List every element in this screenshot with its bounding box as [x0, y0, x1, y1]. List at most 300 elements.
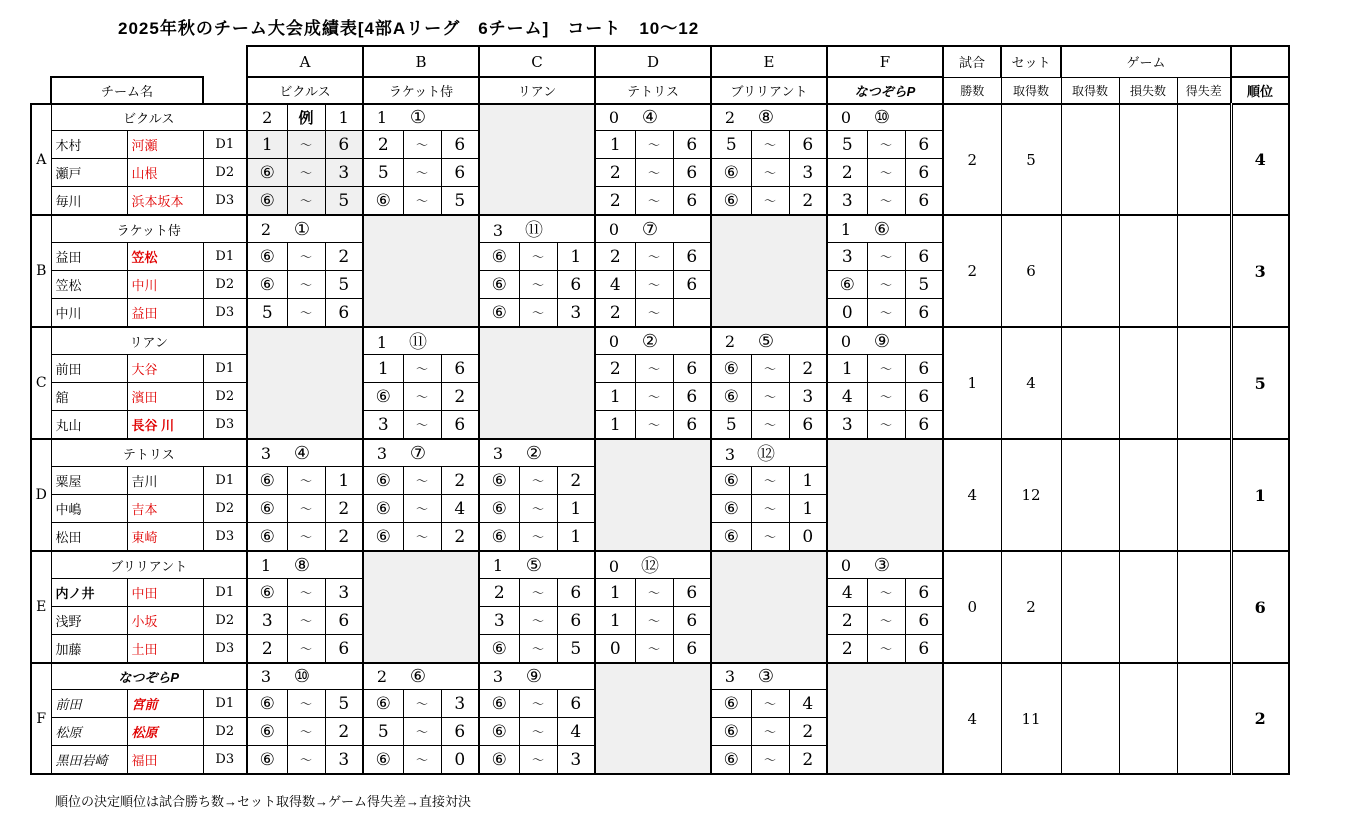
- score-sep: 〜: [519, 579, 557, 607]
- example-header-right: 1: [325, 104, 363, 131]
- score-left: 4: [827, 383, 867, 411]
- score-sep: 〜: [867, 579, 905, 607]
- score-sep: 〜: [751, 131, 789, 159]
- score-sep: 〜: [635, 607, 673, 635]
- match-sets: 2: [724, 331, 736, 351]
- score-sep: 〜: [751, 495, 789, 523]
- match-number: ⑫: [757, 444, 775, 465]
- score-left: 1: [363, 355, 403, 383]
- score-sep: 〜: [751, 355, 789, 383]
- header-spacer: [203, 77, 247, 104]
- score-left: 4: [827, 579, 867, 607]
- score-right: 6: [905, 383, 943, 411]
- score-right: 2: [441, 523, 479, 552]
- match-number: ⑦: [641, 218, 659, 240]
- player2: 福田: [127, 746, 203, 775]
- score-right: 3: [557, 299, 595, 328]
- score-right: 2: [325, 523, 363, 552]
- match-header: [247, 663, 363, 690]
- score-sep: 〜: [519, 635, 557, 664]
- score-right: 6: [325, 635, 363, 664]
- score-left: 1: [595, 131, 635, 159]
- player2: 河瀬: [127, 131, 203, 159]
- rank-cell: 2: [1231, 663, 1289, 774]
- example-header-left: 2: [247, 104, 287, 131]
- rank-cell: 5: [1231, 327, 1289, 439]
- score-sep: 〜: [519, 690, 557, 718]
- game-diff-cell: [1177, 327, 1231, 439]
- label-matches: 試合: [943, 46, 1001, 77]
- score-sep: 〜: [287, 746, 325, 775]
- pair-label: D2: [203, 607, 247, 635]
- player1: 舘: [51, 383, 127, 411]
- score-sep: 〜: [867, 635, 905, 664]
- match-sets: 0: [608, 108, 620, 127]
- row-letter: A: [31, 104, 51, 215]
- score-sep: 〜: [867, 131, 905, 159]
- pair-label: D1: [203, 243, 247, 271]
- score-sep: 〜: [287, 607, 325, 635]
- score-right: 3: [325, 746, 363, 775]
- match-number: ①: [409, 107, 427, 128]
- col-letter-e: E: [711, 46, 827, 77]
- score-left: ⑥: [479, 523, 519, 552]
- gray-block: [363, 551, 479, 663]
- game-won-cell: [1061, 327, 1119, 439]
- results-table: [30, 45, 1290, 775]
- match-number: ⑩: [293, 666, 311, 687]
- score-sep: 〜: [403, 187, 441, 216]
- score-right: 6: [673, 131, 711, 159]
- score-sep: 〜: [519, 271, 557, 299]
- match-sets: 3: [492, 221, 504, 240]
- match-sets: 1: [260, 555, 272, 575]
- pair-label: D3: [203, 746, 247, 775]
- score-left: ⑥: [247, 690, 287, 718]
- player1: 松田: [51, 523, 127, 552]
- label-games: ゲーム: [1061, 46, 1231, 77]
- score-right: 6: [441, 411, 479, 440]
- score-sep: 〜: [519, 495, 557, 523]
- game-lost-cell: [1119, 551, 1177, 663]
- score-sep: 〜: [287, 718, 325, 746]
- player2: 山根: [127, 159, 203, 187]
- score-sep: 〜: [867, 271, 905, 299]
- score-sep: 〜: [751, 187, 789, 216]
- pair-label: D2: [203, 271, 247, 299]
- score-right: 6: [673, 607, 711, 635]
- score-sep: 〜: [635, 243, 673, 271]
- score-sep: 〜: [751, 159, 789, 187]
- gray-block: [595, 663, 711, 774]
- score-right: 6: [673, 159, 711, 187]
- match-number: ⑪: [409, 332, 427, 353]
- score-sep: 〜: [403, 355, 441, 383]
- sets-cell: 11: [1001, 663, 1061, 774]
- score-right: 5: [325, 690, 363, 718]
- player1: 松原: [51, 718, 127, 746]
- match-sets: 3: [492, 443, 504, 463]
- col-team-c: リアン: [479, 77, 595, 104]
- score-sep: 〜: [635, 579, 673, 607]
- score-left: ⑥: [363, 187, 403, 216]
- match-sets: 3: [376, 443, 388, 463]
- score-right: 5: [325, 187, 363, 216]
- score-left: ⑥: [479, 690, 519, 718]
- pair-label: D3: [203, 635, 247, 664]
- rank-cell: 3: [1231, 215, 1289, 327]
- game-diff-cell: [1177, 439, 1231, 551]
- col-letter-f: F: [827, 46, 943, 77]
- score-sep: 〜: [635, 635, 673, 664]
- score-right: 1: [557, 495, 595, 523]
- team-name-cell: ビクルス: [51, 104, 247, 131]
- score-right: [673, 299, 711, 328]
- match-header: [479, 551, 595, 579]
- gray-block: [595, 439, 711, 551]
- score-sep: 〜: [519, 607, 557, 635]
- score-sep: 〜: [287, 187, 325, 216]
- score-sep: 〜: [519, 467, 557, 495]
- pair-label: D1: [203, 579, 247, 607]
- score-left: ⑥: [363, 467, 403, 495]
- player1: 益田: [51, 243, 127, 271]
- pair-label: D2: [203, 159, 247, 187]
- game-won-cell: [1061, 439, 1119, 551]
- score-sep: 〜: [403, 383, 441, 411]
- gray-block: [827, 663, 943, 774]
- game-diff-cell: [1177, 215, 1231, 327]
- score-left: ⑥: [363, 746, 403, 775]
- score-left: 2: [827, 159, 867, 187]
- match-sets: 0: [608, 557, 620, 576]
- score-right: 2: [557, 467, 595, 495]
- col-letter-a: A: [247, 46, 363, 77]
- match-number: ①: [293, 218, 311, 240]
- score-right: 6: [325, 607, 363, 635]
- player1: 前田: [51, 355, 127, 383]
- score-left: ⑥: [247, 271, 287, 299]
- score-left: ⑥: [479, 271, 519, 299]
- score-sep: 〜: [403, 131, 441, 159]
- score-left: 5: [363, 718, 403, 746]
- score-right: 3: [325, 159, 363, 187]
- score-left: 5: [711, 411, 751, 440]
- score-right: 6: [557, 271, 595, 299]
- player2: 長谷 川: [127, 411, 203, 440]
- player2: 濱田: [127, 383, 203, 411]
- player1: 瀬戸: [51, 159, 127, 187]
- score-left: 3: [247, 607, 287, 635]
- player2: 松原: [127, 718, 203, 746]
- score-left: 2: [363, 131, 403, 159]
- score-left: 3: [827, 411, 867, 440]
- score-left: 0: [827, 299, 867, 328]
- col-letter-d: D: [595, 46, 711, 77]
- score-left: 1: [595, 579, 635, 607]
- score-left: ⑥: [247, 495, 287, 523]
- score-left: ⑥: [247, 187, 287, 216]
- gray-block: [479, 104, 595, 215]
- score-right: 6: [441, 355, 479, 383]
- score-left: 1: [595, 383, 635, 411]
- player2: 土田: [127, 635, 203, 664]
- match-number: ⑧: [293, 554, 311, 576]
- gray-block: [827, 439, 943, 551]
- score-left: ⑥: [247, 243, 287, 271]
- score-sep: 〜: [867, 187, 905, 216]
- score-right: 6: [789, 131, 827, 159]
- score-right: 1: [557, 523, 595, 552]
- match-sets: 0: [840, 108, 852, 127]
- score-left: 3: [827, 243, 867, 271]
- score-sep: 〜: [635, 187, 673, 216]
- match-number: ⑨: [873, 330, 891, 352]
- score-left: ⑥: [711, 187, 751, 216]
- match-header: [479, 215, 595, 243]
- sets-cell: 6: [1001, 215, 1061, 327]
- results-table-container: [30, 45, 1352, 775]
- col-team-a: ビクルス: [247, 77, 363, 104]
- score-left: ⑥: [711, 159, 751, 187]
- score-right: 6: [441, 718, 479, 746]
- score-left: 2: [595, 355, 635, 383]
- team-name-cell: なつぞらP: [51, 663, 247, 690]
- label-wins: 勝数: [943, 77, 1001, 104]
- col-team-e: ブリリアント: [711, 77, 827, 104]
- score-left: ⑥: [247, 746, 287, 775]
- footer-note: 順位の決定順位は試合勝ち数→セット取得数→ゲーム得失差→直接対決: [55, 794, 472, 809]
- score-right: 2: [789, 746, 827, 775]
- game-diff-cell: [1177, 104, 1231, 215]
- match-number: ③: [873, 554, 891, 576]
- player2: 大谷: [127, 355, 203, 383]
- match-number: ⑩: [873, 107, 891, 128]
- match-header: [479, 439, 595, 467]
- score-right: 3: [441, 690, 479, 718]
- score-sep: 〜: [751, 411, 789, 440]
- match-header: [827, 551, 943, 579]
- score-right: 6: [905, 243, 943, 271]
- score-right: 6: [905, 411, 943, 440]
- match-header: [363, 439, 479, 467]
- score-sep: 〜: [287, 271, 325, 299]
- score-left: ⑥: [363, 690, 403, 718]
- player2: 小坂: [127, 607, 203, 635]
- score-right: 1: [789, 467, 827, 495]
- col-team-d: テトリス: [595, 77, 711, 104]
- score-right: 6: [557, 690, 595, 718]
- score-sep: 〜: [519, 299, 557, 328]
- score-left: 2: [595, 159, 635, 187]
- score-left: ⑥: [479, 746, 519, 775]
- row-letter: F: [31, 663, 51, 774]
- score-sep: 〜: [287, 523, 325, 552]
- player1: 加藤: [51, 635, 127, 664]
- score-right: 2: [789, 355, 827, 383]
- score-left: 3: [479, 607, 519, 635]
- score-left: 1: [827, 355, 867, 383]
- score-sep: 〜: [519, 718, 557, 746]
- score-sep: 〜: [751, 523, 789, 552]
- game-diff-cell: [1177, 663, 1231, 774]
- pair-label: D3: [203, 523, 247, 552]
- game-won-cell: [1061, 215, 1119, 327]
- score-sep: 〜: [867, 607, 905, 635]
- gray-block: [479, 327, 595, 439]
- score-sep: 〜: [635, 159, 673, 187]
- score-sep: 〜: [751, 690, 789, 718]
- gray-block: [711, 215, 827, 327]
- score-sep: 〜: [751, 383, 789, 411]
- match-sets: 1: [492, 555, 504, 575]
- score-right: 6: [905, 131, 943, 159]
- pair-label: D3: [203, 187, 247, 216]
- match-sets: 1: [376, 333, 388, 352]
- score-sep: 〜: [635, 131, 673, 159]
- score-left: ⑥: [479, 718, 519, 746]
- score-sep: 〜: [287, 467, 325, 495]
- player2: 吉川: [127, 467, 203, 495]
- match-number: ⑪: [525, 220, 543, 241]
- score-right: 6: [557, 607, 595, 635]
- score-left: 5: [247, 299, 287, 328]
- match-number: ④: [293, 442, 311, 464]
- match-header: [247, 215, 363, 243]
- score-sep: 〜: [403, 746, 441, 775]
- match-number: ⑨: [525, 666, 543, 687]
- score-right: 6: [325, 299, 363, 328]
- score-left: 1: [595, 607, 635, 635]
- score-left: ⑥: [479, 635, 519, 664]
- player2: 中田: [127, 579, 203, 607]
- rank-header-spacer: [1231, 46, 1289, 77]
- match-number: ⑤: [757, 330, 775, 352]
- player2: 宮前: [127, 690, 203, 718]
- score-sep: 〜: [867, 411, 905, 440]
- player2: 益田: [127, 299, 203, 328]
- score-left: ⑥: [363, 495, 403, 523]
- score-left: 5: [827, 131, 867, 159]
- sets-cell: 12: [1001, 439, 1061, 551]
- score-sep: 〜: [635, 383, 673, 411]
- score-left: ⑥: [711, 355, 751, 383]
- score-right: 0: [789, 523, 827, 552]
- team-name-label: チーム名: [51, 77, 203, 104]
- team-name-cell: ラケット侍: [51, 215, 247, 243]
- rank-cell: 6: [1231, 551, 1289, 663]
- score-right: 1: [557, 243, 595, 271]
- page-title: 2025年秋のチーム大会成績表[4部Aリーグ 6チーム] コート 10～12: [118, 19, 700, 38]
- match-sets: 2: [376, 667, 388, 686]
- label-game-acquired: 取得数: [1061, 77, 1119, 104]
- match-header: [595, 327, 711, 355]
- match-number: ③: [757, 666, 775, 687]
- score-left: ⑥: [247, 523, 287, 552]
- player1: 丸山: [51, 411, 127, 440]
- score-left: ⑥: [363, 383, 403, 411]
- score-sep: 〜: [635, 355, 673, 383]
- score-right: 6: [789, 411, 827, 440]
- score-left: ⑥: [711, 383, 751, 411]
- player1: 中川: [51, 299, 127, 328]
- score-left: ⑥: [711, 495, 751, 523]
- match-header: [711, 439, 827, 467]
- score-left: ⑥: [711, 718, 751, 746]
- score-right: 3: [325, 579, 363, 607]
- score-left: 2: [827, 607, 867, 635]
- score-sep: 〜: [403, 495, 441, 523]
- sets-cell: 2: [1001, 551, 1061, 663]
- score-sep: 〜: [751, 718, 789, 746]
- score-right: 5: [441, 187, 479, 216]
- pair-label: D3: [203, 299, 247, 328]
- label-sets: セット: [1001, 46, 1061, 77]
- pair-label: D1: [203, 467, 247, 495]
- score-right: 6: [905, 299, 943, 328]
- label-game-diff: 得失差: [1177, 77, 1231, 104]
- col-letter-b: B: [363, 46, 479, 77]
- game-lost-cell: [1119, 215, 1177, 327]
- score-right: 6: [905, 635, 943, 664]
- score-left: ⑥: [711, 690, 751, 718]
- game-lost-cell: [1119, 327, 1177, 439]
- match-sets: 0: [840, 555, 852, 575]
- score-left: 3: [363, 411, 403, 440]
- score-sep: 〜: [635, 411, 673, 440]
- score-right: 5: [557, 635, 595, 664]
- score-right: 6: [673, 411, 711, 440]
- gray-block: [363, 215, 479, 327]
- score-right: 2: [325, 243, 363, 271]
- match-number: ④: [641, 107, 659, 128]
- label-rank: 順位: [1231, 77, 1289, 104]
- score-right: 6: [673, 579, 711, 607]
- score-left: ⑥: [479, 299, 519, 328]
- score-right: 6: [673, 355, 711, 383]
- match-sets: 1: [840, 219, 852, 239]
- example-header-label: 例: [287, 104, 325, 131]
- score-sep: 〜: [287, 243, 325, 271]
- match-header: [595, 215, 711, 243]
- team-name-cell: リアン: [51, 327, 247, 355]
- score-right: 1: [325, 467, 363, 495]
- player2: 笠松: [127, 243, 203, 271]
- score-left: 0: [595, 635, 635, 664]
- score-right: 6: [905, 579, 943, 607]
- score-sep: 〜: [519, 523, 557, 552]
- row-letter: B: [31, 215, 51, 327]
- team-name-cell: ブリリアント: [51, 551, 247, 579]
- score-sep: 〜: [867, 383, 905, 411]
- score-right: 6: [557, 579, 595, 607]
- score-left: 5: [711, 131, 751, 159]
- score-left: 5: [363, 159, 403, 187]
- gray-block: [711, 551, 827, 663]
- score-left: 2: [595, 187, 635, 216]
- player1: 浅野: [51, 607, 127, 635]
- wins-cell: 2: [943, 215, 1001, 327]
- match-sets: 3: [260, 443, 272, 463]
- score-left: 2: [479, 579, 519, 607]
- score-right: 6: [905, 355, 943, 383]
- score-left: ⑥: [711, 523, 751, 552]
- score-left: ⑥: [711, 746, 751, 775]
- game-lost-cell: [1119, 104, 1177, 215]
- score-right: 4: [441, 495, 479, 523]
- score-left: 1: [595, 411, 635, 440]
- score-left: ⑥: [711, 467, 751, 495]
